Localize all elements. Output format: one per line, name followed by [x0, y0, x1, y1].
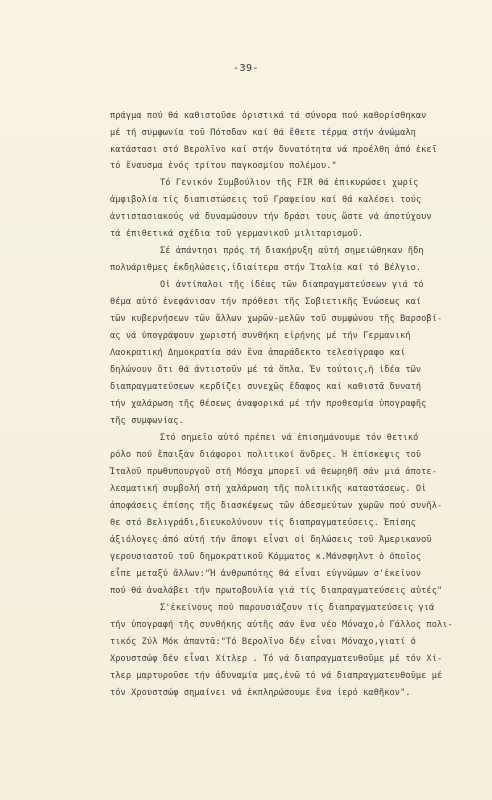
text-line: τά ἐπιθετικά σχέδια τοῦ γερμανικοῦ μιλιταρισμοῦ.: [110, 229, 364, 239]
text-line: Οἱ ἀντίπαλοι τῆς ἰδέας τῶν διαπραγματεύσεων γιά τό: [160, 280, 424, 290]
text-line: τήν χαλάρωση τῆς θέσεως ἀναφορικά μέ τήν προθεσμία ὑπογραφῆς: [110, 399, 427, 409]
page-number: -39-: [232, 63, 260, 74]
text-line: Λαοκρατική Δημοκρατία σάν ἕνα ἀπαράδεκτο τελεσίγραφο καί: [110, 348, 406, 358]
text-line: ρόλο πού ἔπαιξαν διάφοροι πολιτικοί ἄνδρες. Ἡ ἐπίσκεψις τοῦ: [110, 450, 422, 460]
text-line: Τό Γενικόν Συμβούλιον τῆς FIR θά ἐπικυρώσει χωρίς: [160, 178, 419, 188]
text-line: Χρουστσώφ δέν εἶναι Χίτλερ . Τό νά διαπραγματευθοῦμε μέ τόν Χί-: [110, 654, 443, 664]
text-line: πράγμα πού θά καθιστοῦσε ὁριστικά τά σύνορα πού καθορίσθηκαν: [110, 111, 427, 121]
text-line: θέμα αὐτό ἐνεφάνισαν τήν πρόθεσι τῆς Σοβιετικῆς Ἑνώσεως καί: [110, 297, 422, 307]
text-line: Στό σημεῖο αὐτό πρέπει νά ἐπισημάνουμε τόν θετικό: [160, 433, 419, 443]
text-line: μέ τή συμφωνία τοῦ Πότσδαν καί θά ἔθετε τέρμα στήν ἀνώμαλη: [110, 128, 416, 138]
text-line: πολυάριθμες ἐκδηλώσεις,ἰδιαίτερα στήν Ἰταλία καί τό Βέλγιο.: [110, 263, 422, 273]
text-line: ας νά ὑπογράψουν χωριστή συνθήκη εἰρήνης μέ τήν Γερμανική: [110, 331, 411, 341]
text-line: τό ἔναυσμα ἑνός τρίτου παγκοσμίου πολέμου.": [110, 161, 337, 171]
text-line: πού θά ἀναλάβει τήν πρωτοβουλία γιά τίς διαπραγματεύσεις αὐτές": [110, 586, 443, 596]
text-line: θε στό Βελιγράδι,διευκολύνουν τίς διαπραγματεύσεις. Ἐπίσης: [110, 518, 416, 528]
text-line: ἀντιστασιακούς νά δυναμώσουν τήν δράσι τους ὥστε νά ἀποτύχουν: [110, 212, 432, 222]
text-line: τήν ὑπογραφή τῆς συνθήκης αὐτῆς σάν ἕνα νέο Μόναχο,ὁ Γάλλος πολι-: [110, 620, 453, 630]
text-line: τῶν κυβερνήσεων τῶν ἄλλων χωρῶν-μελῶν τοῦ συμφώνου τῆς Βαρσοβί-: [110, 314, 443, 324]
text-line: λεσματική συμβολή στή χαλάρωση τῆς πολιτικῆς καταστάσεως. Οἱ: [110, 484, 427, 494]
text-line: εἶπε μεταξύ ἄλλων:"Ἡ ἀνθρωπότης θά εἶναι εὐγνώμων σ'ἐκεῖνον: [110, 569, 422, 579]
text-line: ἀξιόλογες ἀπό αὐτή τήν ἄποψι εἶναι οἱ δηλώσεις τοῦ Ἀμερικανοῦ: [110, 535, 432, 545]
text-line: γερουσιαστοῦ τοῦ δημοκρατικοῦ Κόμματος κ.Μάνσφηλντ ὁ ὁποῖος: [110, 552, 422, 562]
text-line: Σ'ἐκείνους πού παρουσιάζουν τίς διαπραγματεύσεις γιά: [160, 603, 435, 613]
text-line: τῆς συμφωνίας.: [110, 416, 184, 426]
text-line: διαπραγματεύσεων κερδίζει συνεχῶς ἔδαφος καί καθιστᾶ δυνατή: [110, 382, 422, 392]
text-line: Ἰταλοῦ πρωθυπουργοῦ στή Μόσχα μπορεῖ νά θεωρηθῆ σάν μιά ἀποτε-: [110, 467, 437, 477]
text-line: δηλώνουν ὅτι θά ἀντιστοῦν μέ τά ὅπλα. Ἐν τούτοις,ἡ ἰδέα τῶν: [110, 365, 422, 375]
text-line: ἀμφιβολία τίς διαπιστώσεις τοῦ Γραφείου καί θά καλέσει τούς: [110, 195, 422, 205]
text-line: τόν Χρουστσώφ σημαίνει νά ἐκπληρώσουμε ἕνα ἱερό καθῆκον".: [110, 688, 411, 698]
text-line: κατάστασι στό Βερολῖνο καί στήν δυνατότητα νά προέλθη ἀπό ἐκεῖ: [110, 145, 437, 155]
text-line: Σέ ἀπάντησι πρός τή διακήρυξη αὐτή σημειώθηκαν ἤδη: [160, 246, 424, 256]
text-line: ἀποφάσεις ἐπίσης τῆς διασκέψεως τῶν ἀδεσμεύτων χωρῶν πού συνῆλ-: [110, 501, 443, 511]
text-line: τλερ μαρτυροῦσε τήν ἀδυναμία μας,ἐνῶ τό νά διαπραγματευθοῦμε μέ: [110, 671, 443, 681]
text-line: τικός Ζύλ Μόκ ἀπαντᾶ:"Τό Βερολῖνο δέν εἶναι Μόναχο,γιατί ὁ: [110, 637, 416, 647]
